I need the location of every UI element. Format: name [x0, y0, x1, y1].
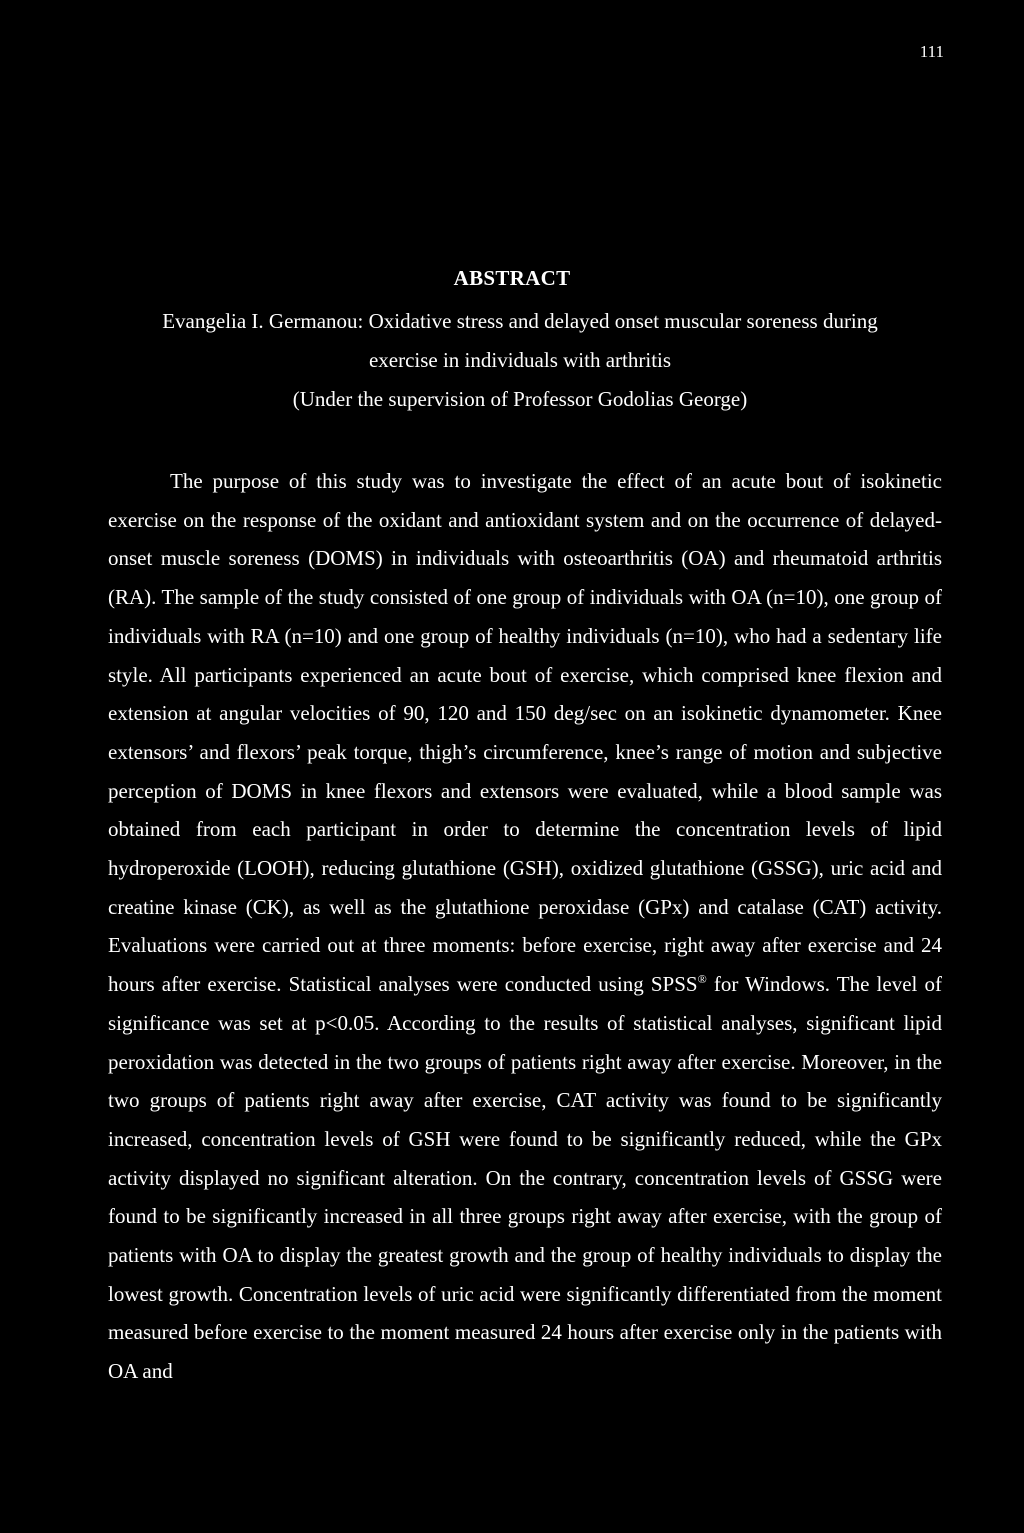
registered-mark: ®	[697, 972, 707, 987]
abstract-body-part-1: The purpose of this study was to investigate the effect of an acute bout of isokinetic exercise on the response of the oxidant and antioxidant system and on the occurrence of delayed-onset muscle soreness (DOMS) in individuals with osteoarthritis (OA) and rheumatoid arthritis (RA). The sample of the study consisted of one group of individuals with OA (n=10), one group of individuals with RA (n=10) and one group of healthy individuals (n=10), who had a sedentary life style. All participants experienced an acute bout of exercise, which comprised knee flexion and extension at angular velocities of 90, 120 and 150 deg/sec on an isokinetic dynamometer. Knee extensors’ and flexors’ peak torque, thigh’s circumference, knee’s range of motion and subjective perception of DOMS in knee flexors and extensors were evaluated, while a blood sample was obtained from each participant in order to determine the concentration levels of lipid hydroperoxide (LOOH), reducing glutathione (GSH), oxidized glutathione (GSSG), uric acid and creatine kinase (CK), as well as the glutathione peroxidase (GPx) and catalase (CAT) activity. Evaluations were carried out at three moments: before exercise, right away after exercise and 24 hours after exercise. Statistical analyses were conducted using SPSS	[108, 469, 942, 997]
supervision-line: (Under the supervision of Professor Godolias George)	[292, 387, 748, 411]
citation-line-2: exercise in individuals with arthritis	[368, 348, 672, 372]
abstract-title: ABSTRACT	[453, 266, 571, 290]
page-number: 111	[919, 42, 944, 61]
abstract-body-part-2: for Windows. The level of significance was set at p<0.05. According to the results of statistical analyses, significant lipid peroxidation was detected in the two groups of patients right away after exercise. Moreover, in the two groups of patients right away after exercise, CAT activity was found to be significantly increased, concentration levels of GSH were found to be significantly reduced, while the GPx activity displayed no significant alteration. On the contrary, concentration levels of GSSG were found to be significantly increased in all three groups right away after exercise, with the group of patients with OA to display the greatest growth and the group of healthy individuals to display the lowest growth. Concentration levels of uric acid were significantly differentiated from the moment measured before exercise to the moment measured 24 hours after exercise only in the patients with OA and	[108, 972, 942, 1384]
abstract-body	[108, 462, 942, 1391]
abstract-header	[100, 302, 940, 419]
citation-line-1: Evangelia I. Germanou: Oxidative stress and delayed onset muscular soreness during	[162, 309, 878, 333]
